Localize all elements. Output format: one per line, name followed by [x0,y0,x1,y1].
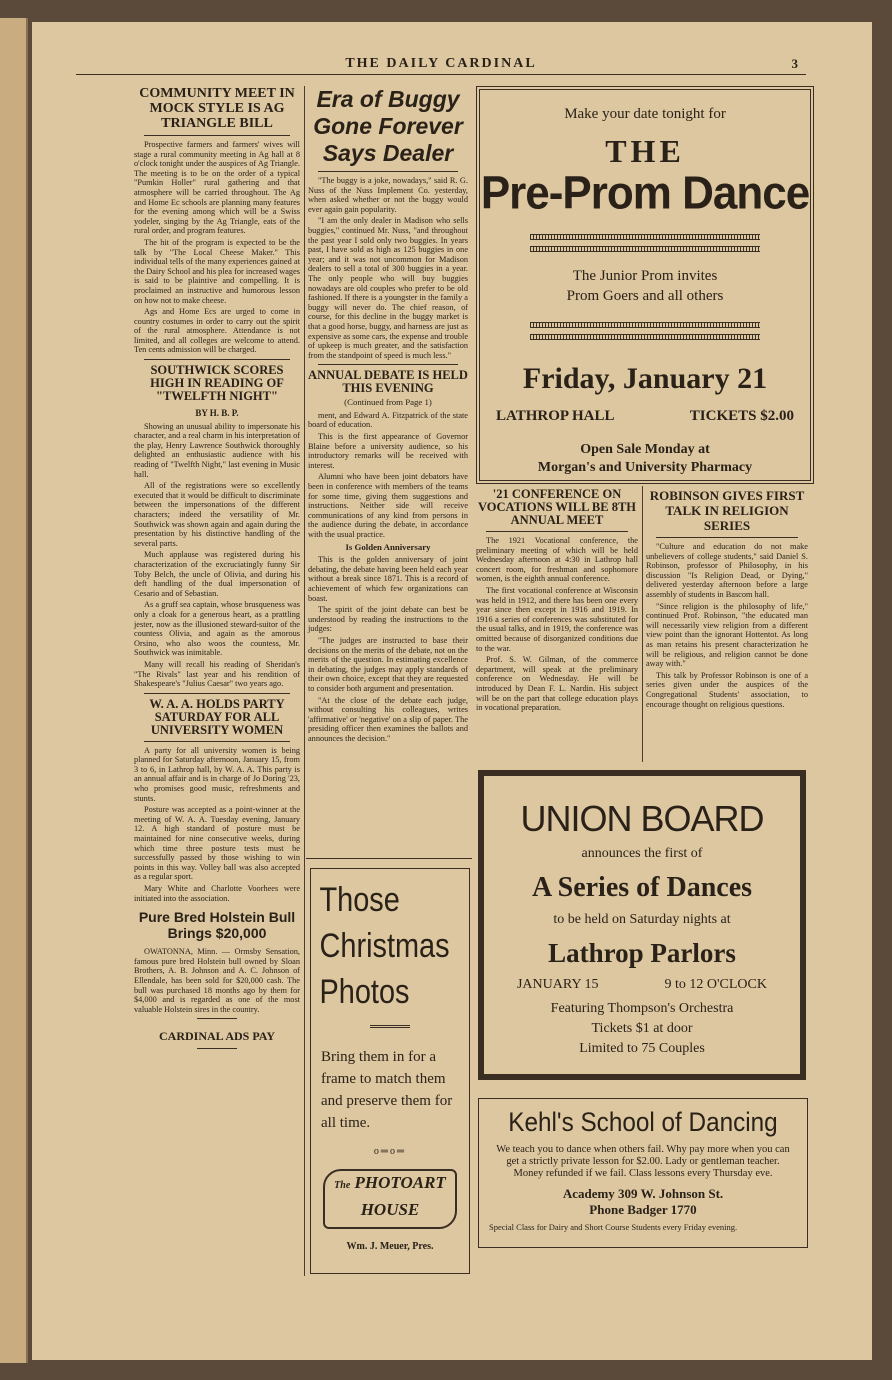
ad-contact [479,1186,807,1218]
ad-line [480,266,810,306]
decorative-bars [530,234,760,252]
paragraph: "I am the only dealer in Madison who sells buggies," continued Mr. Nuss, "and throughout the past year I sold only two buggies. In years past, I have sold as high as 125 buggies in one year; and it was not uncommon for Madison dealers to sell a total of 300 buggies in a year. The only people who will buy buggies nowadays are old couples who prefer to be old fashioned. If there is a youngster in the family a buggy will never do. The chief reason, of course, for this decline in the buggy market is that a good horse, buggy, and harness are just as expensive as some cars, the expense and trouble of upkeep is much greater, and the satisfaction from the standpoint of speed is much less." [308,216,468,360]
ad-details [480,408,810,425]
subheading: Is Golden Anniversary [345,541,431,552]
ornament-icon: o═o═ [373,1146,407,1157]
column-2 [308,86,468,745]
ad-title-line: Those [319,881,400,919]
decorative-bars [530,322,760,340]
union-board-ad [478,770,806,1080]
newspaper-title: THE DAILY CARDINAL [345,56,537,71]
ad-line-text: Featuring Thompson's Orchestra [550,1001,734,1016]
section-rule [306,858,472,859]
photoart-logo [323,1169,457,1229]
article-southwick [134,422,300,689]
cardinal-ads-pay: CARDINAL ADS PAY [158,1029,276,1044]
ad-details [484,977,800,993]
photoart-house-ad [310,868,470,1274]
paragraph: "The judges are instructed to base their decisions on the merits of the debate, not on the merits of the question. In estimating excellence in debating, the judges may apply standards of their own choice, except that they are requested to consider both argument and presentation. [308,635,468,693]
ad-title [311,877,450,1015]
ad-title-line: Christmas [319,927,450,965]
ad-line-text: Limited to 75 Couples [579,1041,705,1056]
article-community-meet [134,140,300,355]
byline: BY H. B. P. [195,408,239,419]
headline-community-meet: COMMUNITY MEET IN MOCK STYLE IS AG TRIANGLE BILL [139,86,295,131]
paragraph: Ags and Home Ecs are urged to come in country costumes in order to carry out the spirit of the rural atmosphere. Attendance is not limited, and all colleges are welcome to attend. Ten cents admission will be charged. [134,307,300,355]
kehls-dancing-ad [478,1098,808,1248]
paragraph: The 1921 Vocational conference, the preliminary meeting of which will be held Wednesday afternoon at 4:30 in Lathrop hall concert room, for freshman and sophomore women, is the eighth annual conference. [476,536,638,584]
ad-owner: Wm. J. Meuer, Pres. [346,1241,434,1252]
divider [144,741,290,742]
ad-tickets: TICKETS $2.00 [689,408,794,424]
paragraph: Much applause was registered during his characterization of the excruciatingly funny Sir Toby Belch, the uncle of Olivia, and during his deft handling of the dual impersonation of Cesario and of Sebastian. [134,550,300,598]
masthead [76,56,806,75]
paragraph: Many will recall his reading of Sheridan's "The Rivals" last year and his rendition of Shakespeare's "Julius Caesar" two years ago. [134,659,300,689]
ad-footer [484,999,800,1059]
ad-line-text: Tickets $1 at door [591,1021,693,1036]
ad-line: announces the first of [581,846,703,861]
ad-body: Bring them in for a frame to match them and preserve them for all time. [321,1049,453,1131]
ad-note: Special Class for Dairy and Short Course Students every Friday evening. [489,1222,738,1232]
paragraph: This is the first appearance of Governor Blaine before a university audience, so his introductory remarks will be received with interest. [308,432,468,470]
column-rule [304,86,305,1276]
article-holstein [134,947,300,1014]
paragraph: Prof. S. W. Gilman, of the commerce department, will speak at the preliminary conference on Wednesday. He will be introduced by Dean F. L. Nardin. His subject will be on the part that college education plays in vocational preparation. [476,655,638,713]
ad-place: LATHROP HALL [496,408,615,424]
article-conference [476,536,638,713]
ad-sale-line: Open Sale Monday at [580,442,710,457]
column-rule [642,486,643,762]
divider [197,1018,237,1019]
headline-southwick: SOUTHWICK SCORES HIGH IN READING OF "TWELFTH NIGHT" [150,363,284,404]
paragraph: Prospective farmers and farmers' wives will stage a rural community meeting in Ag hall at 8 o'clock tonight under the auspices of Ag Triangle. The meeting is to be on the order of a typical "Pumkin Holler" rural gathering and that atmosphere will be carried throughout. The Ag and Home Ec schools are planning many features for the evening among which will be a Swiss yodeler, singing by the Ag Triangle, eats of the rural order, and program features. [134,140,300,236]
divider [144,135,290,136]
paragraph: "At the close of the debate each judge, without consulting his colleagues, writes 'affirmative' or 'negative' on a slip of paper. The presiding officer then examines the ballots and announces the decision." [308,695,468,743]
paragraph: This is the golden anniversary of joint debating, the debate having been held each year without a break since 1871. This is a record of achievement of which few organizations can boast. [308,555,468,603]
article-robinson [646,542,808,709]
adjacent-page-edge [0,18,28,1363]
paragraph: This talk by Professor Robinson is one of a series given under the auspices of the Congregational Students' association, to encourage thought on religious questions. [646,670,808,709]
ad-venue: Lathrop Parlors [548,938,736,968]
ad-sale [480,441,810,477]
ad-line-text: Prom Goers and all others [566,288,724,304]
article-waa-party [134,746,300,904]
paragraph: Showing an unusual ability to impersonate his character, and a real charm in his interpretation of the play, Henry Lawrence Southwick thoroughly delighted an enthusiastic audience with his reading of "Twelfth Night," last evening in Music hall. [134,421,300,479]
ad-date: Friday, January 21 [522,362,768,395]
paragraph: Mary White and Charlotte Voorhees were initiated into the association. [134,884,300,903]
logo-text: PHOTOART [354,1173,446,1192]
ad-line-text: The Junior Prom invites [572,268,718,284]
pre-prom-dance-ad [476,86,814,484]
continued-note: (Continued from Page 1) [344,397,432,408]
page-number: 3 [791,56,798,71]
column-4 [646,488,808,711]
ad-body: We teach you to dance when others fail. Why pay more when you can get a strictly private lesson for $2.00. Lady or gentleman teacher. Money refunded if we fail. Class lessons every Thursday eve. [496,1144,790,1179]
paragraph: Alumni who have been joint debators have been in conference with members of the teams for some time, giving them suggestions and instructions. Neither side will receive communications of any kind from persons in the audience during the debate, in accordance with the usual practice. [308,472,468,539]
ad-date: JANUARY 15 [516,977,599,992]
paragraph: ment, and Edward A. Fitzpatrick of the state board of education. [308,410,468,430]
ad-address: Academy 309 W. Johnson St. [562,1186,724,1201]
paragraph: The hit of the program is expected to be the talk by "The Local Cheese Maker." This individual tells of the many experiences gained at the Dairy School and his plea for increased wages is said to be plaintive and compelling. It is proclaimed an instructive and humorous lesson on how not to make cheese. [134,237,300,305]
divider [144,693,290,694]
ad-line: to be held on Saturday nights at [553,912,731,927]
paragraph: "The buggy is a joke, nowadays," said R. G. Nuss of the Nuss Implement Co. yesterday, when asked whether or not the buggy would ever again gain popularity. [308,176,468,214]
ad-time: 9 to 12 O'CLOCK [664,977,767,992]
ad-line: THE [605,133,685,169]
divider [144,359,290,360]
paragraph: Posture was accepted as a point-winner at the meeting of W. A. A. Tuesday evening, January 12. A high standard of posture must be maintained for nine consecutive weeks, during which time three posture tests must be successfully passed by those wishing to win points in this way. Volley ball was also accepted as a regular sport. [134,805,300,882]
paragraph: A party for all university women is being planned for Saturday afternoon, January 15, from 3 to 6, in Lathrop hall, by W. A. A. This party is an annual affair and is in charge of Jo Doring '23, who promises good music, refreshments and stunts. [134,745,300,803]
ad-title: UNION BOARD [520,798,764,839]
paragraph: "Culture and education do not make unbelievers of college students," said Daniel S. Robinson, professor of Philosophy, in his discussion "Is Religion Dead, or Dying," delivered yesterday afternoon before a large assembly of students in Bascom hall. [646,542,808,599]
ad-line: A Series of Dances [531,872,753,903]
paragraph: OWATONNA, Minn. — Ormsby Sensation, famous pure bred Holstein bull owned by Sloan Brothers, A. B. Johnson and A. C. Johnson of Ellendale, has been sold for $20,000 cash. The bull was purchased 18 months ago by them for $4,000 and is regarded as one of the most valuable Holstein sires in the country. [134,947,300,1014]
article-buggy [308,176,468,360]
divider [197,1048,237,1049]
ad-title-line: Photos [319,973,410,1011]
paragraph: The spirit of the joint debate can best be understood by reading the instructions to the judges: [308,605,468,634]
divider [486,531,628,532]
ad-title: Kehl's School of Dancing [508,1107,778,1137]
headline-debate: ANNUAL DEBATE IS HELD THIS EVENING [308,368,468,396]
ad-title: Pre-Prom Dance [480,167,810,220]
headline-waa-party: W. A. A. HOLDS PARTY SATURDAY FOR ALL UNIVERSITY WOMEN [149,696,285,737]
divider [370,1025,410,1028]
paragraph: As a gruff sea captain, whose brusqueness was only a cloak for a generous heart, as a prattling jester, now as the illusioned steward-suitor of the countess Olivia, and again as the amorous Orsino, who also woos the countess, Mr. Southwick was inimitable. [134,600,300,658]
article-debate [308,411,468,744]
ad-phone: Phone Badger 1770 [589,1202,697,1217]
paragraph: All of the registrations were so excellently executed that it would be difficult to discriminate between the impersonations of the different characters; indeed the versatility of Mr. Southwick was shown again and again during the presentation by his distinctive handling of the several parts. [134,481,300,548]
ad-sale-line: Morgan's and University Pharmacy [537,460,753,475]
headline-buggy: Era of Buggy Gone Forever Says Dealer [313,86,463,166]
paragraph: "Since religion is the philosophy of life," continued Prof. Robinson, "the educated man will necessarily view religion from a different view point than the ignorant Hottentot. As long as man retains his present characterization he will be religious, and religion cannot be done away with." [646,601,808,669]
divider [318,364,458,365]
headline-conference: '21 CONFERENCE ON VOCATIONS WILL BE 8TH ANNUAL MEET [477,487,636,527]
headline-holstein: Pure Bred Holstein Bull Brings $20,000 [138,909,296,942]
column-3 [476,488,638,715]
headline-robinson: ROBINSON GIVES FIRST TALK IN RELIGION SERIES [649,488,805,533]
logo-text: The [334,1180,351,1191]
paragraph: The first vocational conference at Wisconsin was held in 1912, and there has been one every year since then except in 1916 and 1919. In 1916 a series of conferences was substituted for the usual talks, and in 1919, the conference was omitted because of disorganized conditions due to the war. [476,585,638,653]
divider [318,171,458,172]
ad-line: Make your date tonight for [564,106,726,122]
column-1 [134,86,300,1053]
logo-text: HOUSE [360,1200,420,1219]
divider [656,537,798,538]
